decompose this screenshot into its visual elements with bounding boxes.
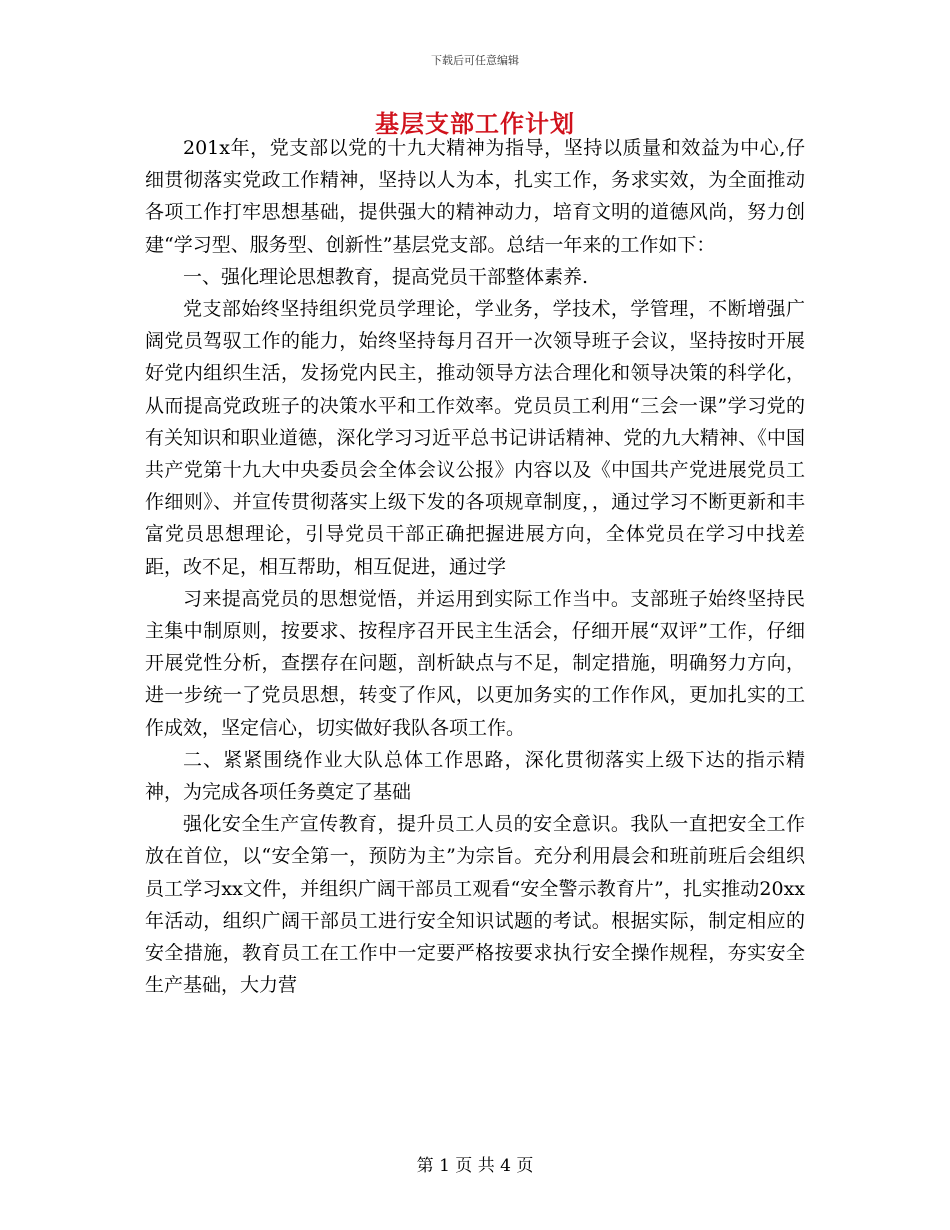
page-header-note: 下载后可任意编辑 [431,54,519,67]
paragraph-section-2-body: 强化安全生产宣传教育，提升员工人员的安全意识。我队一直把安全工作放在首位，以“安全第一，预防为主”为宗旨。充分利用晨会和班前班后会组织员工学习xx文件，并组织广阔干部员工观看“安全警示教育片”，扎实推动20xx年活动，组织广阔干部员工进行安全知识试题的考试。根据实际，制定相应的安全措施，教育员工在工作中一定要严格按要求执行安全操作规程，夯实安全生产基础，大力营 [145,813,805,997]
paragraph-section-2-heading: 二、紧紧围绕作业大队总体工作思路，深化贯彻落实上级下达的指示精神，为完成各项任务奠定了基础 [145,748,805,804]
document-title: 基层支部工作计划 [375,109,575,138]
paragraph-intro: 201x年，党支部以党的十九大精神为指导，坚持以质量和效益为中心,仔细贯彻落实党政工作精神，坚持以人为本，扎实工作，务求实效，为全面推动各项工作打牢思想基础，提供强大的精神动力，培育文明的道德风尚，努力创建“学习型、服务型、创新性”基层党支部。总结一年来的工作如下： [145,137,805,256]
page-number-footer: 第 1 页 共 4 页 [416,1156,534,1176]
document-body [145,132,805,1001]
paragraph-section-1-body: 党支部始终坚持组织党员学理论，学业务，学技术，学管理，不断增强广阔党员驾驭工作的能力，始终坚持每月召开一次领导班子会议，坚持按时开展好党内组织生活，发扬党内民主，推动领导方法合理化和领导决策的科学化，从而提高党政班子的决策水平和工作效率。党员员工利用“三会一课”学习党的有关知识和职业道德，深化学习习近平总书记讲话精神、党的九大精神、《中国共产党第十九大中央委员会全体会议公报》内容以及《中国共产党进展党员工作细则》、并宣传贯彻落实上级下发的各项规章制度，，通过学习不断更新和丰富党员思想理论，引导党员干部正确把握进展方向，全体党员在学习中找差距，改不足，相互帮助，相互促进，通过学 [145,298,805,578]
paragraph-section-1-heading: 一、强化理论思想教育，提高党员干部整体素养. [183,265,589,288]
paragraph-section-1-continued: 习来提高党员的思想觉悟，并运用到实际工作当中。支部班子始终坚持民主集中制原则，按要求、按程序召开民主生活会，仔细开展“双评”工作，仔细开展党性分析，查摆存在问题，剖析缺点与不足，制定措施，明确努力方向，进一步统一了党员思想，转变了作风，以更加务实的工作作风，更加扎实的工作成效，坚定信心，切实做好我队各项工作。 [145,587,805,739]
